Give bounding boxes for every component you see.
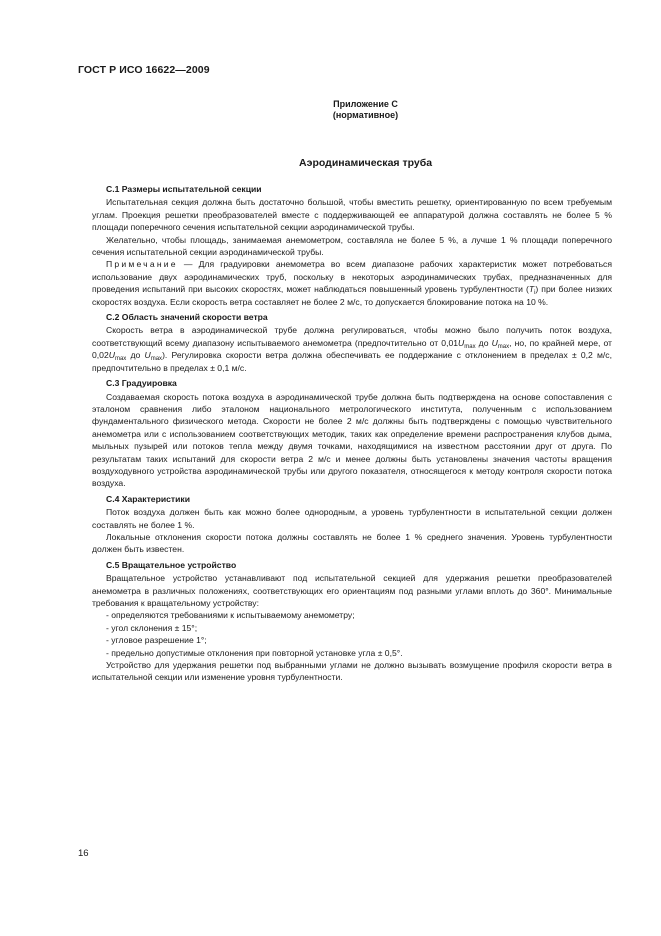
c2-paragraph-1: Скорость ветра в аэродинамической трубе должна регулироваться, чтобы можно было получить поток воздуха, соответствующий всему диапазону испытываемого анемометра (предпочтительно от $0,01U_{max}$ до $U_{max}$, но, по крайней мере, от $0,02U_{max}$ до $U_{max}$). Регулировка скорости ветра должна обеспечивать ее поддержание с отклонением в пределах ± 0,2 м/с, предпочтительно в пределах ± 0,1 м/с.: [92, 325, 612, 373]
list-item: - определяются требованиями к испытываемому анемометру;: [106, 610, 355, 621]
c5-heading: С.5 Вращательное устройство: [106, 559, 237, 570]
annex-status: (нормативное): [332, 110, 399, 120]
c3-paragraph-1: Создаваемая скорость потока воздуха в аэродинамической трубе должна быть подтверждена на основе сопоставления с эталоном сравнения либо эталоном национального метрологического института, полученным с использованием фундаментального физического метода. Скорости не более 2 м/с должны быть подтверждены с помощью чувствительного анемометра или с использованием соответствующих методик, таких как определение времени распространения клубов дыма, мыльных пузырей или потоков тепла между двумя точками, находящимися на известном расстоянии друг от друга. По результатам таких испытаний для скорости ветра 2 м/с и менее должны быть установлены значения частоты вращения воздуходувного устройства аэродинамической трубы или другого показателя, относящегося к методу контроля скорости потока воздуха.: [92, 391, 612, 489]
c5-paragraph-2: Устройство для удержания решетки под выбранными углами не должно вызывать возмущение профиля скорости ветра в испытательной секции или изменение уровня турбулентности.: [92, 660, 612, 683]
c1-heading: С.1 Размеры испытательной секции: [106, 184, 262, 194]
c5-requirements-list: [92, 609, 612, 659]
annex-title: Приложение С: [333, 99, 398, 109]
list-item: - угол склонения ± 15°;: [106, 622, 198, 633]
standard-header: ГОСТ Р ИСО 16622—2009: [78, 64, 210, 76]
c1-note: Примечание — Для градуировки анемометра во всем диапазоне рабочих характеристик может потребоваться использование двух аэродинамических труб, поскольку в некоторых аэродинамических трубах, предназначенных для проведения испытаний при высоких скоростях, может наблюдаться повышенный уровень турбулентности $(T_i)$ при более низких скоростях воздуха. Если скорость ветра составляет не более 2 м/с, то допускается блокирование потока на 10 %.: [92, 259, 612, 307]
document-body: [92, 180, 612, 684]
c5-paragraph-1: Вращательное устройство устанавливают под испытательной секцией для удержания решетки преобразователей анемометра в различных положениях, соответствующих его ориентациям под разными углами вплоть до 360°. Минимальные требования к вращательному устройству:: [92, 573, 612, 608]
c1-paragraph-1: Испытательная секция должна быть достаточно большой, чтобы вместить решетку, ориентированную по всем требуемым углам. Проекция решетки преобразователей вместе с поддерживающей ее аппаратурой должна составлять не более 5 % площади поперечного сечения испытательной секции аэродинамической трубы.: [92, 197, 612, 233]
list-item: - предельно допустимые отклонения при повторной установке угла ± 0,5°.: [106, 647, 403, 658]
c3-heading: С.3 Градуировка: [106, 378, 177, 389]
c4-paragraph-1: Поток воздуха должен быть как можно более однородным, а уровень турбулентности в испытательной секции должен составлять не более 1 %.: [92, 507, 612, 530]
section-title: Аэродинамическая труба: [298, 157, 433, 169]
c1-paragraph-2: Желательно, чтобы площадь, занимаемая анемометром, составляла не более 5 %, а лучше 1 % площади поперечного сечения испытательной секции аэродинамической трубы.: [92, 234, 612, 258]
c4-paragraph-2: Локальные отклонения скорости потока должны составлять не более 1 % среднего значения. Уровень турбулентности должен быть известен.: [92, 531, 612, 555]
annex-heading: [0, 99, 661, 121]
c2-heading: С.2 Область значений скорости ветра: [106, 312, 268, 323]
list-item: - угловое разрешение 1°;: [106, 635, 207, 646]
page-number: 16: [78, 848, 89, 859]
note-label: Примечание: [106, 259, 178, 270]
c4-heading: С.4 Характеристики: [106, 493, 190, 504]
